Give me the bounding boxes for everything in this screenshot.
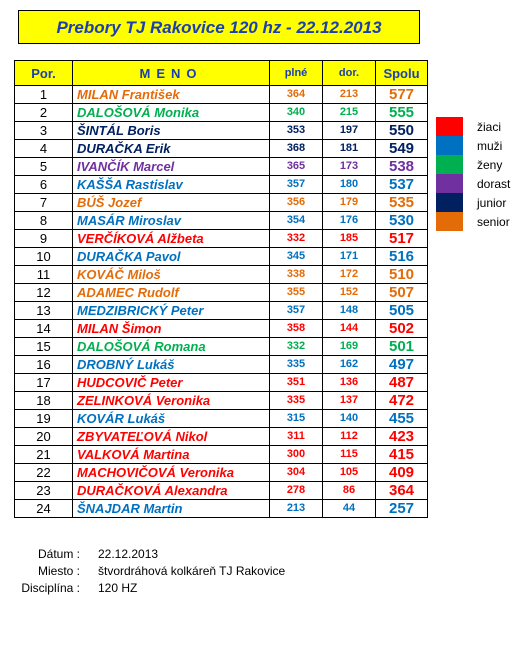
table-row bbox=[15, 446, 428, 464]
rank-cell: 22 bbox=[15, 464, 73, 482]
rank-cell: 21 bbox=[15, 446, 73, 464]
dor-cell: 105 bbox=[323, 464, 376, 482]
total-cell: 415 bbox=[376, 446, 428, 464]
plne-cell: 278 bbox=[270, 482, 323, 500]
dor-cell: 172 bbox=[323, 266, 376, 284]
total-cell: 487 bbox=[376, 374, 428, 392]
info-key: Disciplína : bbox=[21, 581, 80, 595]
name-cell: KOVÁČ Miloš bbox=[73, 266, 270, 284]
dor-cell: 215 bbox=[323, 104, 376, 122]
total-cell: 517 bbox=[376, 230, 428, 248]
dor-cell: 136 bbox=[323, 374, 376, 392]
rank-cell: 12 bbox=[15, 284, 73, 302]
name-cell: VALKOVÁ Martina bbox=[73, 446, 270, 464]
dor-cell: 86 bbox=[323, 482, 376, 500]
table-row bbox=[15, 140, 428, 158]
name-cell: DURAČKA Erik bbox=[73, 140, 270, 158]
total-cell: 507 bbox=[376, 284, 428, 302]
total-cell: 577 bbox=[376, 86, 428, 104]
plne-cell: 340 bbox=[270, 104, 323, 122]
total-cell: 550 bbox=[376, 122, 428, 140]
total-cell: 455 bbox=[376, 410, 428, 428]
dor-cell: 173 bbox=[323, 158, 376, 176]
info-value: 22.12.2013 bbox=[98, 547, 159, 561]
rank-cell: 20 bbox=[15, 428, 73, 446]
table-row bbox=[15, 122, 428, 140]
rank-cell: 24 bbox=[15, 500, 73, 518]
legend-label: muži bbox=[477, 138, 503, 153]
total-cell: 502 bbox=[376, 320, 428, 338]
table-row bbox=[15, 266, 428, 284]
name-cell: DALOŠOVÁ Romana bbox=[73, 338, 270, 356]
legend-label: junior bbox=[477, 195, 507, 210]
header-plne: plné bbox=[270, 61, 323, 86]
rank-cell: 8 bbox=[15, 212, 73, 230]
total-cell: 549 bbox=[376, 140, 428, 158]
plne-cell: 357 bbox=[270, 176, 323, 194]
name-cell: VERČÍKOVÁ Alžbeta bbox=[73, 230, 270, 248]
name-cell: MASÁR Miroslav bbox=[73, 212, 270, 230]
total-cell: 472 bbox=[376, 392, 428, 410]
table-row bbox=[15, 356, 428, 374]
legend-swatch bbox=[436, 136, 463, 155]
dor-cell: 171 bbox=[323, 248, 376, 266]
dor-cell: 148 bbox=[323, 302, 376, 320]
dor-cell: 115 bbox=[323, 446, 376, 464]
category-legend bbox=[436, 117, 510, 231]
dor-cell: 44 bbox=[323, 500, 376, 518]
plne-cell: 356 bbox=[270, 194, 323, 212]
rank-cell: 6 bbox=[15, 176, 73, 194]
name-cell: ZBYVATEĽOVÁ Nikol bbox=[73, 428, 270, 446]
legend-swatch bbox=[436, 193, 463, 212]
dor-cell: 176 bbox=[323, 212, 376, 230]
total-cell: 535 bbox=[376, 194, 428, 212]
rank-cell: 16 bbox=[15, 356, 73, 374]
legend-swatch bbox=[436, 212, 463, 231]
rank-cell: 15 bbox=[15, 338, 73, 356]
legend-swatch bbox=[436, 155, 463, 174]
info-row-date bbox=[0, 547, 285, 564]
rank-cell: 2 bbox=[15, 104, 73, 122]
plne-cell: 213 bbox=[270, 500, 323, 518]
name-cell: DURAČKA Pavol bbox=[73, 248, 270, 266]
legend-label: žiaci bbox=[477, 119, 502, 134]
plne-cell: 355 bbox=[270, 284, 323, 302]
plne-cell: 345 bbox=[270, 248, 323, 266]
rank-cell: 11 bbox=[15, 266, 73, 284]
total-cell: 537 bbox=[376, 176, 428, 194]
header-spolu: Spolu bbox=[376, 61, 428, 86]
name-cell: ADAMEC Rudolf bbox=[73, 284, 270, 302]
name-cell: HUDCOVIČ Peter bbox=[73, 374, 270, 392]
plne-cell: 358 bbox=[270, 320, 323, 338]
legend-item bbox=[436, 212, 510, 231]
name-cell: IVANČÍK Marcel bbox=[73, 158, 270, 176]
dor-cell: 112 bbox=[323, 428, 376, 446]
rank-cell: 17 bbox=[15, 374, 73, 392]
total-cell: 538 bbox=[376, 158, 428, 176]
table-row bbox=[15, 176, 428, 194]
header-dor: dor. bbox=[323, 61, 376, 86]
info-row-discipline bbox=[0, 581, 285, 598]
total-cell: 257 bbox=[376, 500, 428, 518]
plne-cell: 357 bbox=[270, 302, 323, 320]
table-row bbox=[15, 338, 428, 356]
dor-cell: 179 bbox=[323, 194, 376, 212]
table-row bbox=[15, 230, 428, 248]
info-row-place bbox=[0, 564, 285, 581]
header-por: Por. bbox=[15, 61, 73, 86]
dor-cell: 185 bbox=[323, 230, 376, 248]
total-cell: 364 bbox=[376, 482, 428, 500]
legend-item bbox=[436, 117, 510, 136]
plne-cell: 335 bbox=[270, 392, 323, 410]
name-cell: MEDZIBRICKÝ Peter bbox=[73, 302, 270, 320]
name-cell: KAŠŠA Rastislav bbox=[73, 176, 270, 194]
table-header-row bbox=[15, 61, 428, 86]
table-row bbox=[15, 212, 428, 230]
plne-cell: 338 bbox=[270, 266, 323, 284]
plne-cell: 353 bbox=[270, 122, 323, 140]
table-row bbox=[15, 194, 428, 212]
plne-cell: 365 bbox=[270, 158, 323, 176]
name-cell: ZELINKOVÁ Veronika bbox=[73, 392, 270, 410]
info-key: Dátum : bbox=[37, 547, 80, 561]
table-row bbox=[15, 158, 428, 176]
legend-swatch bbox=[436, 174, 463, 193]
rank-cell: 4 bbox=[15, 140, 73, 158]
dor-cell: 140 bbox=[323, 410, 376, 428]
legend-item bbox=[436, 193, 510, 212]
rank-cell: 9 bbox=[15, 230, 73, 248]
plne-cell: 368 bbox=[270, 140, 323, 158]
rank-cell: 3 bbox=[15, 122, 73, 140]
total-cell: 497 bbox=[376, 356, 428, 374]
results-table bbox=[14, 60, 428, 518]
rank-cell: 7 bbox=[15, 194, 73, 212]
table-row bbox=[15, 500, 428, 518]
table-row bbox=[15, 464, 428, 482]
rank-cell: 10 bbox=[15, 248, 73, 266]
legend-item bbox=[436, 155, 510, 174]
plne-cell: 304 bbox=[270, 464, 323, 482]
dor-cell: 213 bbox=[323, 86, 376, 104]
name-cell: KOVÁR Lukáš bbox=[73, 410, 270, 428]
total-cell: 530 bbox=[376, 212, 428, 230]
legend-label: dorast bbox=[477, 176, 511, 191]
dor-cell: 152 bbox=[323, 284, 376, 302]
rank-cell: 23 bbox=[15, 482, 73, 500]
dor-cell: 180 bbox=[323, 176, 376, 194]
name-cell: BÚŠ Jozef bbox=[73, 194, 270, 212]
dor-cell: 144 bbox=[323, 320, 376, 338]
legend-item bbox=[436, 174, 510, 193]
event-info bbox=[0, 547, 285, 598]
table-row bbox=[15, 410, 428, 428]
page-title: Prebory TJ Rakovice 120 hz - 22.12.2013 bbox=[18, 10, 420, 44]
name-cell: DROBNÝ Lukáš bbox=[73, 356, 270, 374]
plne-cell: 315 bbox=[270, 410, 323, 428]
rank-cell: 1 bbox=[15, 86, 73, 104]
table-row bbox=[15, 284, 428, 302]
table-row bbox=[15, 428, 428, 446]
info-key: Miesto : bbox=[37, 564, 80, 578]
table-row bbox=[15, 248, 428, 266]
plne-cell: 332 bbox=[270, 338, 323, 356]
name-cell: MILAN Šimon bbox=[73, 320, 270, 338]
rank-cell: 18 bbox=[15, 392, 73, 410]
info-value: 120 HZ bbox=[98, 581, 138, 595]
name-cell: MACHOVIČOVÁ Veronika bbox=[73, 464, 270, 482]
plne-cell: 354 bbox=[270, 212, 323, 230]
total-cell: 501 bbox=[376, 338, 428, 356]
name-cell: ŠINTÁL Boris bbox=[73, 122, 270, 140]
total-cell: 555 bbox=[376, 104, 428, 122]
rank-cell: 19 bbox=[15, 410, 73, 428]
table-row bbox=[15, 392, 428, 410]
name-cell: MILAN František bbox=[73, 86, 270, 104]
total-cell: 510 bbox=[376, 266, 428, 284]
legend-label: ženy bbox=[477, 157, 503, 172]
table-row bbox=[15, 374, 428, 392]
dor-cell: 169 bbox=[323, 338, 376, 356]
info-value: štvordráhová kolkáreň TJ Rakovice bbox=[98, 564, 286, 578]
plne-cell: 300 bbox=[270, 446, 323, 464]
total-cell: 505 bbox=[376, 302, 428, 320]
total-cell: 409 bbox=[376, 464, 428, 482]
header-meno: MENO bbox=[73, 61, 270, 86]
dor-cell: 181 bbox=[323, 140, 376, 158]
rank-cell: 14 bbox=[15, 320, 73, 338]
table-row bbox=[15, 482, 428, 500]
plne-cell: 332 bbox=[270, 230, 323, 248]
name-cell: DALOŠOVÁ Monika bbox=[73, 104, 270, 122]
total-cell: 423 bbox=[376, 428, 428, 446]
legend-label: senior bbox=[477, 214, 510, 229]
legend-swatch bbox=[436, 117, 463, 136]
table-row bbox=[15, 86, 428, 104]
dor-cell: 197 bbox=[323, 122, 376, 140]
rank-cell: 13 bbox=[15, 302, 73, 320]
dor-cell: 137 bbox=[323, 392, 376, 410]
plne-cell: 335 bbox=[270, 356, 323, 374]
total-cell: 516 bbox=[376, 248, 428, 266]
legend-item bbox=[436, 136, 510, 155]
table-row bbox=[15, 104, 428, 122]
plne-cell: 364 bbox=[270, 86, 323, 104]
name-cell: ŠNAJDAR Martin bbox=[73, 500, 270, 518]
rank-cell: 5 bbox=[15, 158, 73, 176]
table-row bbox=[15, 302, 428, 320]
plne-cell: 351 bbox=[270, 374, 323, 392]
name-cell: DURAČKOVÁ Alexandra bbox=[73, 482, 270, 500]
table-row bbox=[15, 320, 428, 338]
dor-cell: 162 bbox=[323, 356, 376, 374]
plne-cell: 311 bbox=[270, 428, 323, 446]
